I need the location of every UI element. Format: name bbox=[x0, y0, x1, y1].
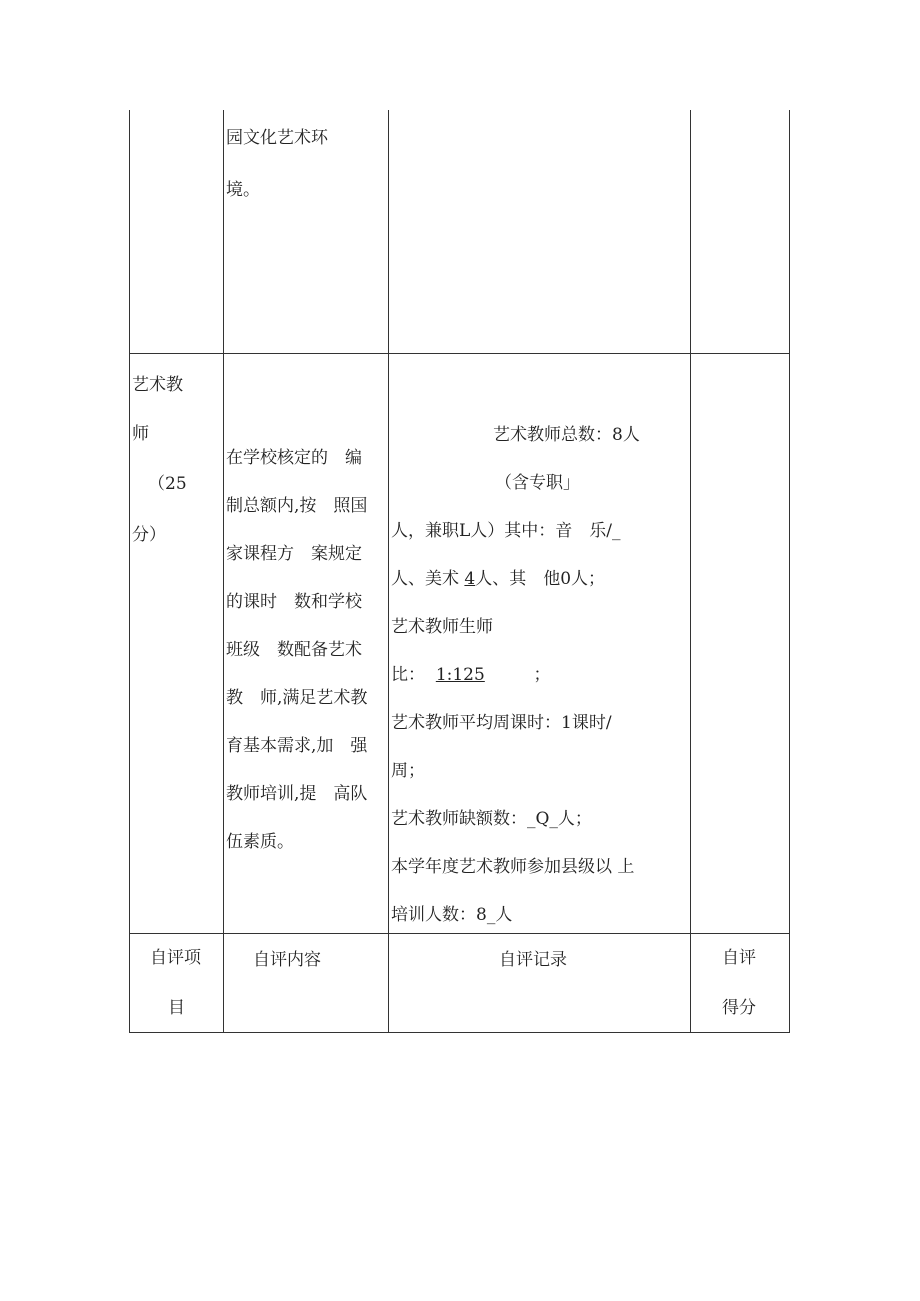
text: ； bbox=[484, 665, 551, 685]
cell-text: 艺术教师生师 bbox=[391, 617, 493, 637]
cell-text: 艺术教师平均周课时：1课时/ bbox=[391, 713, 612, 733]
table-border bbox=[129, 110, 130, 1033]
cell-text: 教 师,满足艺术教 bbox=[226, 688, 368, 708]
table-border bbox=[690, 110, 691, 1033]
art-count: 4 bbox=[464, 569, 476, 589]
cell-text: 制总额内,按 照国 bbox=[226, 496, 368, 516]
cell-text bbox=[391, 664, 550, 686]
cell-text: 人，兼职L人）其中：音 乐/_ bbox=[391, 521, 621, 541]
cell-text: 育基本需求,加 强 bbox=[226, 736, 368, 756]
header-item: 目 bbox=[168, 998, 185, 1018]
table-border bbox=[129, 1032, 790, 1033]
cell-text: （25 bbox=[148, 474, 187, 494]
cell-text: 家课程方 案规定 bbox=[226, 544, 362, 564]
header-record: 自评记录 bbox=[499, 950, 567, 970]
cell-text: 培训人数：8_人 bbox=[391, 905, 513, 925]
cell-text: 师 bbox=[132, 424, 149, 444]
header-score: 自评 bbox=[722, 948, 756, 968]
cell-text: 分） bbox=[132, 525, 166, 545]
text: 比： bbox=[391, 665, 436, 685]
text: 人、其 他0人； bbox=[475, 569, 606, 589]
text: 人、美术 bbox=[391, 569, 465, 589]
cell-text: 伍素质。 bbox=[226, 832, 294, 852]
cell-text: 艺术教师缺额数：_Q_人； bbox=[391, 809, 592, 829]
cell-text: 艺术教师总数：8人 bbox=[493, 425, 640, 445]
table-border bbox=[129, 353, 790, 354]
table-border bbox=[129, 933, 790, 934]
table-border bbox=[388, 110, 389, 1033]
cell-text: 的课时 数和学校 bbox=[226, 592, 362, 612]
ratio: 1:125 bbox=[435, 665, 485, 685]
cell-text: 周； bbox=[391, 761, 425, 781]
header-item: 自评项 bbox=[150, 948, 201, 968]
cell-text: 本学年度艺术教师参加县级以 上 bbox=[391, 857, 635, 877]
cell-text: 在学校核定的 编 bbox=[226, 448, 362, 468]
header-content: 自评内容 bbox=[253, 950, 321, 970]
cell-text: 艺术教 bbox=[132, 375, 183, 395]
cell-text: 园文化艺术环 bbox=[226, 128, 328, 148]
cell-text: 境。 bbox=[226, 180, 260, 200]
cell-text: 班级 数配备艺术 bbox=[226, 640, 362, 660]
cell-text: 教师培训,提 高队 bbox=[226, 784, 368, 804]
cell-text: （含专职」 bbox=[495, 473, 580, 493]
table-border bbox=[223, 110, 224, 1033]
cell-text bbox=[391, 568, 605, 590]
header-score: 得分 bbox=[722, 998, 756, 1018]
table-border bbox=[789, 110, 790, 1033]
